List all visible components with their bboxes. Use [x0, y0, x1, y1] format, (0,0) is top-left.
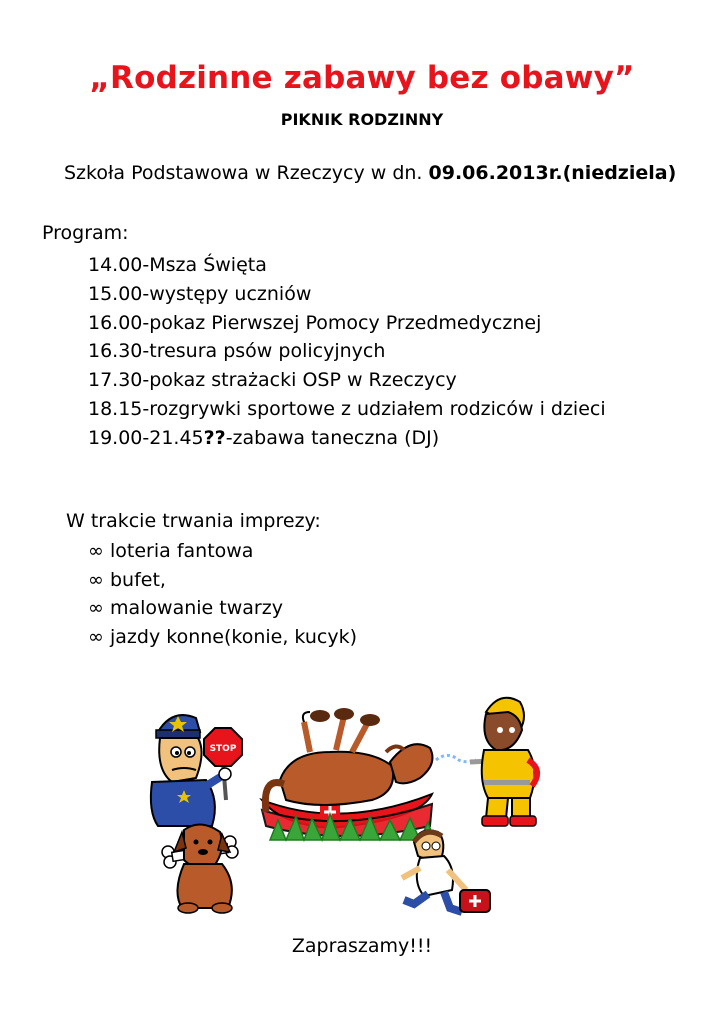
infinity-bullet-icon: ∞	[88, 625, 104, 648]
program-item: 15.00-występy uczniów	[88, 282, 312, 305]
program-label: Program:	[42, 222, 129, 244]
policeman-clipart-icon	[151, 715, 242, 826]
program-item-time: 19.00-21.45	[88, 426, 204, 449]
program-item: 14.00-Msza Święta	[88, 254, 267, 276]
list-item-text: jazdy konne(konie, kucyk)	[110, 625, 357, 648]
program-item-marks: ??	[203, 426, 226, 449]
infinity-bullet-icon: ∞	[88, 597, 104, 619]
program-item: 16.30-tresura psów policyjnych	[88, 340, 386, 363]
closing-text: Zapraszamy!!!	[291, 935, 433, 957]
program-item: 18.15-rozgrywki sportowe z udziałem rodziców i dzieci	[88, 397, 606, 420]
venue-text: Szkoła Podstawowa w Rzeczycy w dn.	[64, 162, 429, 184]
program-item: 17.30-pokaz strażacki OSP w Rzeczycy	[88, 369, 457, 392]
during-label: W trakcie trwania imprezy:	[66, 510, 321, 532]
stop-sign-text: STOP	[209, 744, 237, 754]
infinity-bullet-icon: ∞	[88, 540, 104, 562]
horse-clipart-icon	[262, 708, 434, 840]
page-title: „Rodzinne zabawy bez obawy”	[89, 60, 635, 96]
list-item-text: bufet,	[110, 568, 166, 591]
program-item: 16.00-pokaz Pierwszej Pomocy Przedmedycznej	[88, 311, 542, 334]
program-item-rest: -zabawa taneczna (DJ)	[225, 426, 440, 449]
list-item-text: loteria fantowa	[110, 540, 254, 562]
paramedic-clipart-icon	[402, 830, 490, 912]
infinity-bullet-icon: ∞	[88, 568, 104, 591]
event-date: 09.06.2013r.(niedziela)	[428, 162, 677, 184]
list-item-text: malowanie twarzy	[110, 597, 283, 619]
firefighter-clipart-icon	[436, 698, 537, 826]
page-subtitle: PIKNIK RODZINNY	[280, 110, 444, 129]
dog-clipart-icon	[162, 824, 238, 913]
